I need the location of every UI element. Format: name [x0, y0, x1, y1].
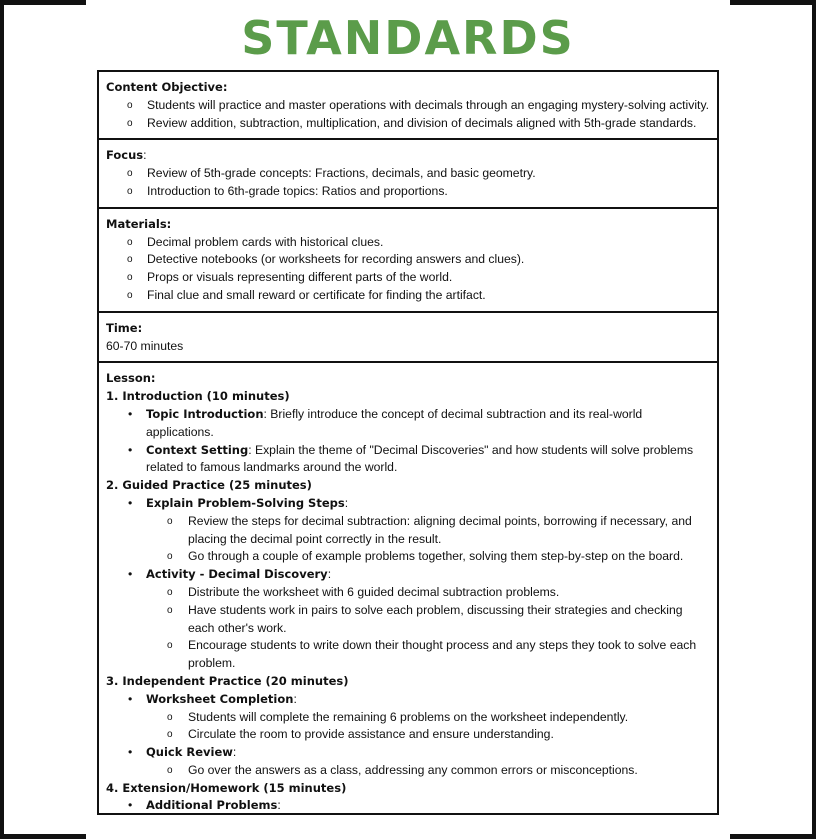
materials-heading: Materials:	[106, 216, 172, 231]
bullet-title: Additional Problems	[146, 798, 278, 813]
bullet-title: Quick Review	[146, 745, 233, 760]
step-independent-practice-list	[106, 691, 710, 780]
time-section	[99, 313, 717, 364]
list-item	[106, 744, 710, 780]
focus-list	[106, 165, 710, 201]
step-introduction-list	[106, 406, 710, 477]
sub-list	[146, 762, 710, 780]
bullet-text: : Briefly introduce the concept of decimal subtraction and its real-world applications.	[146, 406, 643, 439]
materials-list	[106, 234, 710, 305]
list-item	[106, 495, 710, 566]
bullet-colon: :	[327, 567, 332, 582]
list-item	[106, 566, 710, 673]
content-objective-heading: Content Objective:	[106, 80, 228, 94]
step-guided-practice-title: 2. Guided Practice (25 minutes)	[106, 478, 312, 493]
list-item: o Have students work in pairs to solve each problem, discussing their strategies and checking each other's work.	[146, 602, 710, 638]
time-heading: Time:	[106, 320, 143, 335]
list-item: o Encourage students to write down their thought process and any steps they took to solve each problem.	[146, 637, 710, 673]
list-item: o Review the steps for decimal subtraction: aligning decimal points, borrowing if necessary, and placing the decimal point correctly in the result.	[146, 513, 710, 549]
time-value: 60-70 minutes	[106, 338, 184, 353]
bullet-title: Worksheet Completion	[146, 691, 294, 706]
list-item: o Final clue and small reward or certificate for finding the artifact.	[106, 287, 710, 305]
lesson-plan-table	[97, 70, 719, 815]
list-item: o Go through a couple of example problems together, solving them step-by-step on the board.	[146, 548, 710, 566]
list-item	[106, 797, 710, 815]
sub-list	[146, 709, 710, 745]
bullet-title: Activity - Decimal Discovery	[146, 567, 328, 582]
frame-corner-bottom-left	[0, 834, 86, 839]
list-item: o Decimal problem cards with historical clues.	[106, 234, 710, 252]
lesson-heading: Lesson:	[106, 371, 156, 386]
content-objective-section	[99, 72, 717, 140]
frame-corner-top-left	[0, 0, 86, 5]
bullet-title: Topic Introduction	[146, 406, 264, 421]
bullet-colon: :	[344, 495, 349, 510]
list-item: o Review of 5th-grade concepts: Fractions, decimals, and basic geometry.	[106, 165, 710, 183]
bullet-title: Explain Problem-Solving Steps	[146, 495, 345, 510]
frame-right-edge	[812, 0, 816, 839]
sub-list	[146, 584, 710, 673]
step-independent-practice-title: 3. Independent Practice (20 minutes)	[106, 673, 349, 688]
frame-corner-top-right	[730, 0, 816, 5]
materials-section	[99, 209, 717, 313]
content-objective-list	[106, 97, 710, 133]
frame-left-edge	[0, 0, 4, 839]
list-item	[106, 442, 710, 478]
step-extension-list	[106, 797, 710, 815]
list-item	[106, 691, 710, 744]
focus-section	[99, 140, 717, 208]
focus-heading: Focus	[106, 148, 144, 163]
list-item: o Introduction to 6th-grade topics: Ratios and proportions.	[106, 183, 710, 201]
list-item	[106, 406, 710, 442]
list-item: o Review addition, subtraction, multiplication, and division of decimals aligned with 5th-grade standards.	[106, 115, 710, 133]
bullet-colon: :	[293, 691, 297, 706]
list-item: o Students will practice and master operations with decimals through an engaging mystery-solving activity.	[106, 97, 710, 115]
lesson-section	[99, 363, 717, 815]
list-item: o Distribute the worksheet with 6 guided decimal subtraction problems.	[146, 584, 710, 602]
bullet-colon: :	[232, 745, 237, 760]
list-item: o Props or visuals representing different parts of the world.	[106, 269, 710, 287]
bullet-colon: :	[277, 798, 281, 813]
page-title: STANDARDS	[241, 11, 575, 65]
list-item: o Go over the answers as a class, addressing any common errors or misconceptions.	[146, 762, 710, 780]
step-guided-practice-list	[106, 495, 710, 673]
bullet-title: Context Setting	[146, 442, 249, 457]
sub-list	[146, 513, 710, 566]
list-item: o Circulate the room to provide assistance and ensure understanding.	[146, 726, 710, 744]
focus-colon: :	[143, 148, 147, 163]
bullet-text: : Explain the theme of "Decimal Discoveries" and how students will solve problems related to famous landmarks around the world.	[146, 442, 694, 475]
frame-corner-bottom-right	[730, 834, 816, 839]
step-extension-title: 4. Extension/Homework (15 minutes)	[106, 780, 347, 795]
list-item: o Students will complete the remaining 6 problems on the worksheet independently.	[146, 709, 710, 727]
list-item: o Detective notebooks (or worksheets for recording answers and clues).	[106, 251, 710, 269]
step-introduction-title: 1. Introduction (10 minutes)	[106, 389, 290, 404]
